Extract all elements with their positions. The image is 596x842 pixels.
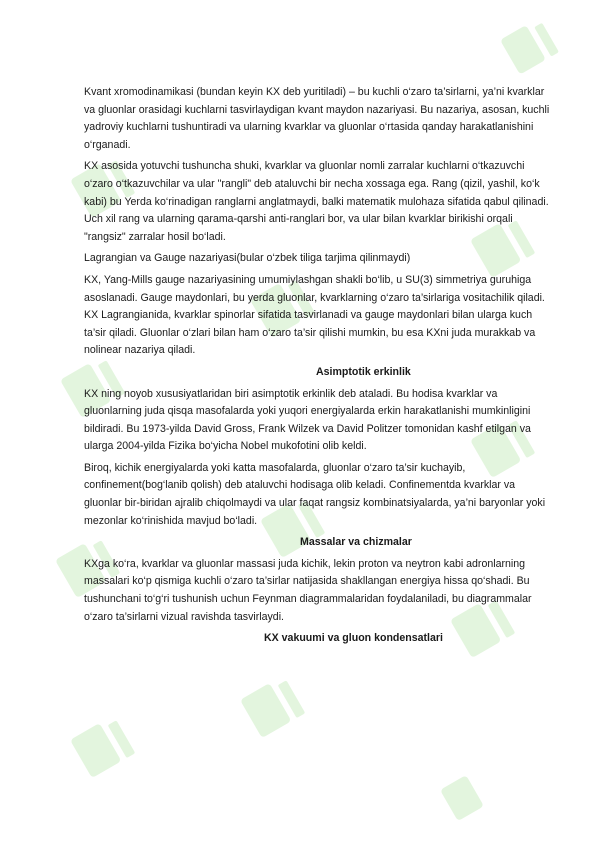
- paragraph-lagrangian-title: Lagrangian va Gauge nazariyasi(bular o‘zbek tiliga tarjima qilinmaydi): [84, 252, 411, 265]
- paragraph-asymptotic-1: KX ning noyob xususiyatlaridan biri asimptotik erkinlik deb ataladi. Bu hodisa kvarklar va gluonlarning juda qisqa masofalarda yoki yuqori energiyalarda erkin harakatlanishi mumkinligini bildiradi. Bu 1973-yilda David Gross, Frank Wilzek va David Politzer tomonidan kashf etilgan va ularga 2004-yilda Fizika bo‘yicha Nobel mukofotini olib keldi.: [84, 387, 531, 453]
- paragraph-color-charge: KX asosida yotuvchi tushuncha shuki, kvarklar va gluonlar nomli zarralar kuchlarni o‘tkazuvchi o‘zaro o‘tkazuvchilar va ular "rangli" deb ataluvchi bir necha xossaga ega. Rang (qizil, yashil, ko‘k kabi) bu Yerda ko‘rinadigan ranglarni anglatmaydi, balki matematik mulohaza sifatida qabul qilinadi. Uch xil rang va ularning qarama-qarshi anti-ranglari bor, va ular bilan kvarklar birikishi orqali "rangsiz" zarralar hosil bo‘ladi.: [84, 160, 549, 243]
- paragraph-intro: Kvant xromodinamikasi (bundan keyin KX deb yuritiladi) – bu kuchli o‘zaro ta’sirlarni, ya’ni kvarklar va gluonlar orasidagi kuchlarni tasvirlaydigan kvant maydon nazariyasi. Bu nazariya, asosan, kuchli yadroviy kuchlarni tushuntiradi va ularning kvarklar va gluonlar o‘rtasida qanday harakatlanishini o‘rganadi.: [84, 86, 550, 151]
- paragraph-gauge-theory: KX, Yang-Mills gauge nazariyasining umumiylashgan shakli bo‘lib, u SU(3) simmetriya guruhiga asoslanadi. Gauge maydonlari, bu yerda gluonlar, kvarklarning o‘zaro ta’sirlariga vositachilik qiladi. KX Lagrangianida, kvarklar spinorlar sifatida tasvirlanadi va gauge maydonlari bilan ularga kuch ta’sir qiladi. Gluonlar o‘zlari bilan ham o‘zaro ta’sir qilishi mumkin, bu esa KXni juda murakkab va nolinear nazariya qiladi.: [84, 273, 545, 357]
- heading-masses-diagrams: Massalar va chizmalar: [300, 536, 412, 549]
- heading-asymptotic-freedom: Asimptotik erkinlik: [316, 365, 411, 378]
- paragraph-asymptotic-2: Biroq, kichik energiyalarda yoki katta masofalarda, gluonlar o‘zaro ta’sir kuchayib, confinement(bog‘lanib qolish) deb ataluvchi hodisaga olib keladi. Confinementda kvarklar va gluonlar bir-biridan ajralib chiqolmaydi va ular faqat rangsiz kombinatsiyalarda, ya’ni baryonlar yoki mezonlar ko‘rinishida mavjud bo‘ladi.: [84, 461, 546, 527]
- document-page: [84, 84, 554, 652]
- paragraph-masses: KXga ko‘ra, kvarklar va gluonlar massasi juda kichik, lekin proton va neytron kabi adronlarning massalari ko‘p qismiga kuchli o‘zaro ta’sirlar natijasida shakllangan energiya hissa qo‘shadi. Bu tushunchani to‘g‘ri tushunish uchun Feynman diagrammalaridan foydalaniladi, bu diagrammalar o‘zaro ta’sirlarni vizual ravishda tasvirlaydi.: [84, 557, 532, 623]
- heading-vacuum: KX vakuumi va gluon kondensatlari: [264, 632, 443, 645]
